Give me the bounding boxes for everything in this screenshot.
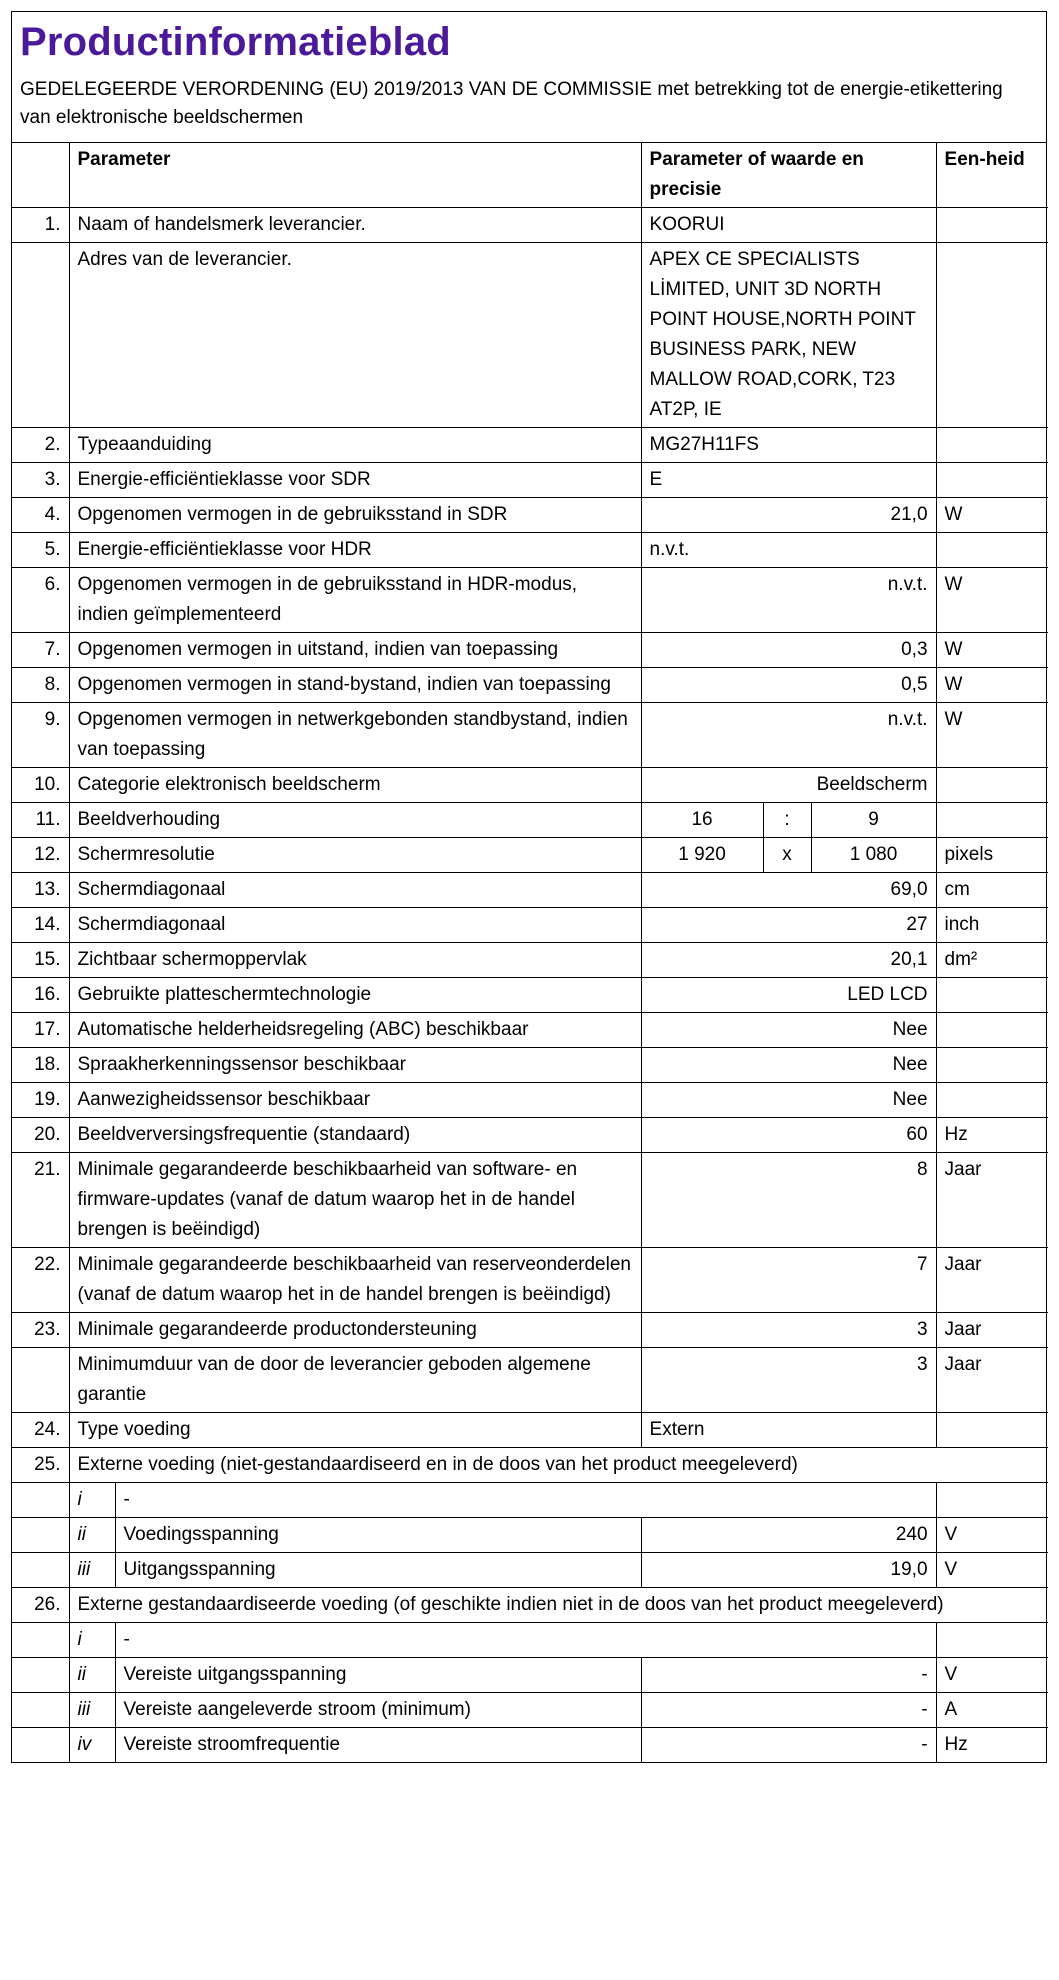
row-value: 7 bbox=[641, 1248, 936, 1313]
table-row bbox=[12, 803, 1048, 838]
row-unit: W bbox=[936, 568, 1048, 633]
row-number: 17. bbox=[12, 1013, 69, 1048]
table-row bbox=[12, 1153, 1048, 1248]
row-number: 11. bbox=[12, 803, 69, 838]
title-block bbox=[12, 12, 1046, 143]
row-parameter: Gebruikte platteschermtechnologie bbox=[69, 978, 641, 1013]
row-number: 5. bbox=[12, 533, 69, 568]
row-number bbox=[12, 1348, 69, 1413]
row-parameter: Categorie elektronisch beeldscherm bbox=[69, 768, 641, 803]
row-parameter: Minimale gegarandeerde beschikbaarheid van reserveonderdelen (vanaf de datum waarop het in de handel brengen is beëindigd) bbox=[69, 1248, 641, 1313]
section-item-label: Uitgangsspanning bbox=[115, 1553, 641, 1588]
section-item-spacer bbox=[12, 1483, 69, 1518]
table-row bbox=[12, 943, 1048, 978]
row-unit bbox=[936, 1013, 1048, 1048]
section-item-spacer bbox=[12, 1553, 69, 1588]
section-item-row bbox=[12, 1623, 1048, 1658]
row-number: 6. bbox=[12, 568, 69, 633]
table-row bbox=[12, 838, 1048, 873]
row-value: KOORUI bbox=[641, 208, 936, 243]
table-row bbox=[12, 208, 1048, 243]
section-item-unit: V bbox=[936, 1518, 1048, 1553]
row-number: 1. bbox=[12, 208, 69, 243]
section-item-value: 240 bbox=[641, 1518, 936, 1553]
header-unit: Een-heid bbox=[936, 143, 1048, 208]
row-number: 12. bbox=[12, 838, 69, 873]
row-value: n.v.t. bbox=[641, 533, 936, 568]
row-value: 60 bbox=[641, 1118, 936, 1153]
row-parameter: Naam of handelsmerk leverancier. bbox=[69, 208, 641, 243]
row-unit: W bbox=[936, 633, 1048, 668]
row-value: LED LCD bbox=[641, 978, 936, 1013]
section-label: Externe gestandaardiseerde voeding (of geschikte indien niet in de doos van het product meegeleverd) bbox=[69, 1588, 1048, 1623]
row-parameter: Opgenomen vermogen in stand-bystand, indien van toepassing bbox=[69, 668, 641, 703]
header-number-cell bbox=[12, 143, 69, 208]
row-value: 20,1 bbox=[641, 943, 936, 978]
section-item-unit bbox=[936, 1483, 1048, 1518]
row-number: 22. bbox=[12, 1248, 69, 1313]
row-value: 0,5 bbox=[641, 668, 936, 703]
row-parameter: Minimale gegarandeerde productondersteuning bbox=[69, 1313, 641, 1348]
row-unit bbox=[936, 533, 1048, 568]
row-parameter: Spraakherkenningssensor beschikbaar bbox=[69, 1048, 641, 1083]
row-parameter: Opgenomen vermogen in de gebruiksstand in HDR-modus, indien geïmplementeerd bbox=[69, 568, 641, 633]
row-number: 2. bbox=[12, 428, 69, 463]
section-item-roman: ii bbox=[69, 1658, 115, 1693]
section-item-value: - bbox=[641, 1658, 936, 1693]
row-unit: pixels bbox=[936, 838, 1048, 873]
section-item-value: - bbox=[641, 1728, 936, 1763]
table-row bbox=[12, 1048, 1048, 1083]
row-parameter: Typeaanduiding bbox=[69, 428, 641, 463]
row-number: 15. bbox=[12, 943, 69, 978]
row-unit: Hz bbox=[936, 1118, 1048, 1153]
section-item-spacer bbox=[12, 1658, 69, 1693]
row-parameter: Automatische helderheidsregeling (ABC) beschikbaar bbox=[69, 1013, 641, 1048]
row-number: 10. bbox=[12, 768, 69, 803]
row-unit bbox=[936, 1048, 1048, 1083]
row-unit: W bbox=[936, 668, 1048, 703]
row-value-second: 9 bbox=[811, 803, 936, 838]
row-unit bbox=[936, 243, 1048, 428]
row-unit bbox=[936, 208, 1048, 243]
row-value-separator: x bbox=[763, 838, 811, 873]
row-number: 21. bbox=[12, 1153, 69, 1248]
row-unit bbox=[936, 768, 1048, 803]
section-item-row bbox=[12, 1693, 1048, 1728]
section-item-label: - bbox=[115, 1483, 936, 1518]
table-row bbox=[12, 533, 1048, 568]
row-value: E bbox=[641, 463, 936, 498]
row-number: 9. bbox=[12, 703, 69, 768]
row-parameter: Energie-efficiëntieklasse voor HDR bbox=[69, 533, 641, 568]
row-number: 24. bbox=[12, 1413, 69, 1448]
row-unit bbox=[936, 978, 1048, 1013]
row-parameter: Minimale gegarandeerde beschikbaarheid van software- en firmware-updates (vanaf de datum waarop het in de handel brengen is beëindigd) bbox=[69, 1153, 641, 1248]
table-row bbox=[12, 1118, 1048, 1153]
row-value: 69,0 bbox=[641, 873, 936, 908]
table-row bbox=[12, 668, 1048, 703]
section-item-unit: V bbox=[936, 1553, 1048, 1588]
section-number: 25. bbox=[12, 1448, 69, 1483]
row-number bbox=[12, 243, 69, 428]
section-item-label: Vereiste stroomfrequentie bbox=[115, 1728, 641, 1763]
row-parameter: Aanwezigheidssensor beschikbaar bbox=[69, 1083, 641, 1118]
row-unit: cm bbox=[936, 873, 1048, 908]
section-item-roman: iii bbox=[69, 1553, 115, 1588]
row-parameter: Beeldverversingsfrequentie (standaard) bbox=[69, 1118, 641, 1153]
section-item-spacer bbox=[12, 1728, 69, 1763]
row-unit: inch bbox=[936, 908, 1048, 943]
section-item-label: Vereiste uitgangsspanning bbox=[115, 1658, 641, 1693]
row-value: APEX CE SPECIALISTS LİMITED, UNIT 3D NORTH POINT HOUSE,NORTH POINT BUSINESS PARK, NEW MALLOW ROAD,CORK, T23 AT2P, IE bbox=[641, 243, 936, 428]
row-parameter: Opgenomen vermogen in uitstand, indien van toepassing bbox=[69, 633, 641, 668]
row-parameter: Schermdiagonaal bbox=[69, 908, 641, 943]
header-value: Parameter of waarde en precisie bbox=[641, 143, 936, 208]
section-item-value: - bbox=[641, 1693, 936, 1728]
section-item-row bbox=[12, 1518, 1048, 1553]
header-parameter: Parameter bbox=[69, 143, 641, 208]
section-item-row bbox=[12, 1728, 1048, 1763]
row-number: 3. bbox=[12, 463, 69, 498]
section-item-roman: iii bbox=[69, 1693, 115, 1728]
row-unit bbox=[936, 1083, 1048, 1118]
row-parameter: Schermresolutie bbox=[69, 838, 641, 873]
table-row bbox=[12, 463, 1048, 498]
section-item-label: Voedingsspanning bbox=[115, 1518, 641, 1553]
row-value-second: 1 080 bbox=[811, 838, 936, 873]
row-parameter: Minimumduur van de door de leverancier geboden algemene garantie bbox=[69, 1348, 641, 1413]
table-row bbox=[12, 768, 1048, 803]
row-parameter: Beeldverhouding bbox=[69, 803, 641, 838]
row-number: 7. bbox=[12, 633, 69, 668]
table-row bbox=[12, 873, 1048, 908]
row-value: Nee bbox=[641, 1048, 936, 1083]
row-value: Beeldscherm bbox=[641, 768, 936, 803]
section-item-row bbox=[12, 1658, 1048, 1693]
section-item-unit bbox=[936, 1623, 1048, 1658]
table-row bbox=[12, 428, 1048, 463]
section-item-label: Vereiste aangeleverde stroom (minimum) bbox=[115, 1693, 641, 1728]
row-number: 8. bbox=[12, 668, 69, 703]
section-item-row bbox=[12, 1483, 1048, 1518]
row-value-separator: : bbox=[763, 803, 811, 838]
table-row bbox=[12, 1013, 1048, 1048]
table-row bbox=[12, 498, 1048, 533]
row-value: n.v.t. bbox=[641, 568, 936, 633]
section-item-unit: A bbox=[936, 1693, 1048, 1728]
product-information-sheet bbox=[11, 11, 1047, 1763]
section-item-spacer bbox=[12, 1693, 69, 1728]
row-parameter: Adres van de leverancier. bbox=[69, 243, 641, 428]
row-unit bbox=[936, 803, 1048, 838]
section-item-roman: i bbox=[69, 1483, 115, 1518]
parameter-table bbox=[12, 143, 1048, 1762]
section-heading-row bbox=[12, 1588, 1048, 1623]
row-number: 14. bbox=[12, 908, 69, 943]
row-parameter: Energie-efficiëntieklasse voor SDR bbox=[69, 463, 641, 498]
row-value-first: 16 bbox=[641, 803, 763, 838]
table-row bbox=[12, 908, 1048, 943]
regulation-subtitle: GEDELEGEERDE VERORDENING (EU) 2019/2013 VAN DE COMMISSIE met betrekking tot de energie-etikettering van elektronische beeldschermen bbox=[20, 79, 1003, 128]
section-item-value: 19,0 bbox=[641, 1553, 936, 1588]
row-number: 18. bbox=[12, 1048, 69, 1083]
row-value: 27 bbox=[641, 908, 936, 943]
row-parameter: Opgenomen vermogen in netwerkgebonden standbystand, indien van toepassing bbox=[69, 703, 641, 768]
row-parameter: Type voeding bbox=[69, 1413, 641, 1448]
table-header-row bbox=[12, 143, 1048, 208]
row-unit bbox=[936, 1413, 1048, 1448]
table-row bbox=[12, 1313, 1048, 1348]
row-unit: Jaar bbox=[936, 1153, 1048, 1248]
section-item-row bbox=[12, 1553, 1048, 1588]
row-value: MG27H11FS bbox=[641, 428, 936, 463]
section-item-unit: Hz bbox=[936, 1728, 1048, 1763]
row-value: Nee bbox=[641, 1013, 936, 1048]
section-item-label: - bbox=[115, 1623, 936, 1658]
row-unit: Jaar bbox=[936, 1348, 1048, 1413]
table-row bbox=[12, 1083, 1048, 1118]
section-item-spacer bbox=[12, 1623, 69, 1658]
row-number: 23. bbox=[12, 1313, 69, 1348]
row-unit bbox=[936, 428, 1048, 463]
row-number: 13. bbox=[12, 873, 69, 908]
row-value: 0,3 bbox=[641, 633, 936, 668]
row-parameter: Schermdiagonaal bbox=[69, 873, 641, 908]
row-value: n.v.t. bbox=[641, 703, 936, 768]
row-number: 19. bbox=[12, 1083, 69, 1118]
table-row bbox=[12, 978, 1048, 1013]
section-label: Externe voeding (niet-gestandaardiseerd en in de doos van het product meegeleverd) bbox=[69, 1448, 1048, 1483]
table-row bbox=[12, 633, 1048, 668]
table-row bbox=[12, 1248, 1048, 1313]
row-value: 3 bbox=[641, 1313, 936, 1348]
page-title: Productinformatieblad bbox=[20, 20, 451, 64]
section-item-roman: iv bbox=[69, 1728, 115, 1763]
row-number: 4. bbox=[12, 498, 69, 533]
section-item-spacer bbox=[12, 1518, 69, 1553]
row-value: Extern bbox=[641, 1413, 936, 1448]
section-item-roman: ii bbox=[69, 1518, 115, 1553]
table-row bbox=[12, 568, 1048, 633]
row-parameter: Zichtbaar schermoppervlak bbox=[69, 943, 641, 978]
row-unit: W bbox=[936, 703, 1048, 768]
row-number: 20. bbox=[12, 1118, 69, 1153]
row-value-first: 1 920 bbox=[641, 838, 763, 873]
row-number: 16. bbox=[12, 978, 69, 1013]
row-unit: Jaar bbox=[936, 1313, 1048, 1348]
row-value: Nee bbox=[641, 1083, 936, 1118]
table-row bbox=[12, 1348, 1048, 1413]
row-parameter: Opgenomen vermogen in de gebruiksstand in SDR bbox=[69, 498, 641, 533]
row-value: 3 bbox=[641, 1348, 936, 1413]
row-value: 21,0 bbox=[641, 498, 936, 533]
row-value: 8 bbox=[641, 1153, 936, 1248]
table-row bbox=[12, 243, 1048, 428]
section-heading-row bbox=[12, 1448, 1048, 1483]
section-item-roman: i bbox=[69, 1623, 115, 1658]
row-unit bbox=[936, 463, 1048, 498]
row-unit: W bbox=[936, 498, 1048, 533]
row-unit: dm² bbox=[936, 943, 1048, 978]
section-item-unit: V bbox=[936, 1658, 1048, 1693]
table-row bbox=[12, 1413, 1048, 1448]
row-unit: Jaar bbox=[936, 1248, 1048, 1313]
table-row bbox=[12, 703, 1048, 768]
section-number: 26. bbox=[12, 1588, 69, 1623]
